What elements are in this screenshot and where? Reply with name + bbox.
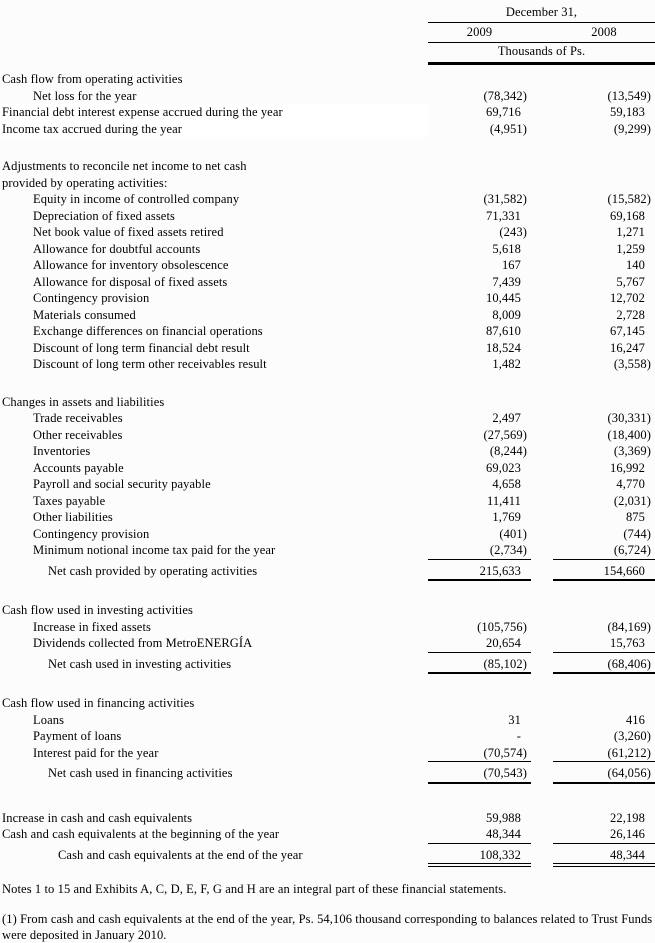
row-label: Accounts payable	[33, 460, 124, 475]
value-2008: (64,056)	[553, 765, 655, 784]
column-gap	[531, 191, 553, 208]
row-label: Financial debt interest expense accrued during the year	[0, 104, 428, 121]
row-label: Discount of long term other receivables result	[33, 357, 267, 371]
section-heading: Adjustments to reconcile net income to net cash	[2, 159, 247, 173]
row-label: Loans	[33, 712, 65, 727]
row-label: Depreciation of fixed assets	[33, 208, 175, 223]
value-2009: (243)	[499, 225, 527, 239]
column-header-2008: 2008	[591, 25, 617, 39]
section-heading-row	[0, 602, 655, 619]
statement-row	[0, 191, 655, 208]
statement-row	[0, 745, 655, 763]
row-label: Allowance for disposal of fixed assets	[33, 274, 228, 289]
value-2009: 87,610	[486, 324, 521, 338]
value-2008: 16,992	[610, 460, 645, 475]
column-gap	[531, 826, 553, 844]
footnotes	[0, 881, 655, 943]
value-2008: 1,271	[616, 225, 645, 239]
column-gap	[531, 307, 553, 324]
column-gap	[531, 728, 553, 745]
value-2009: 2,497	[492, 411, 521, 425]
row-label: Inventories	[33, 444, 91, 458]
value-2008: 12,702	[610, 291, 645, 305]
value-2009: 71,331	[486, 208, 521, 223]
value-2008: 59,183	[610, 105, 645, 119]
value-2009: 48,344	[428, 826, 531, 844]
statement-row	[0, 712, 655, 729]
section-heading: Cash flow used in financing activities	[2, 696, 195, 710]
value-2008: 26,146	[553, 826, 655, 844]
statement-section	[0, 394, 655, 582]
column-gap	[531, 745, 553, 763]
statement-row	[0, 274, 655, 291]
value-2008: (3,260)	[613, 729, 651, 743]
value-2009: 108,332	[428, 847, 531, 868]
statement-row	[0, 208, 655, 225]
table-header	[428, 4, 655, 65]
statement-section	[0, 158, 655, 373]
row-label: Net loss for the year	[33, 88, 137, 103]
column-gap	[531, 410, 553, 427]
row-label: Contingency provision	[33, 526, 150, 541]
section-heading: provided by operating activities:	[2, 175, 168, 190]
value-2009: (2,734)	[428, 542, 531, 560]
statement-row	[0, 476, 655, 493]
value-2009: (70,574)	[428, 745, 531, 763]
header-year-row	[428, 24, 655, 41]
value-2008: (18,400)	[607, 427, 651, 442]
column-gap	[531, 476, 553, 493]
column-gap	[531, 88, 553, 105]
row-label: Increase in cash and cash equivalents	[2, 810, 193, 825]
value-2008: 15,763	[553, 635, 655, 653]
column-gap	[531, 526, 553, 543]
value-2009: 10,445	[486, 291, 521, 305]
statement-row	[0, 257, 655, 274]
row-label: Net cash used in financing activities	[48, 766, 233, 780]
statement-section	[0, 602, 655, 674]
value-2009: 31	[508, 712, 521, 727]
row-label: Net cash used in investing activities	[48, 656, 232, 671]
total-row	[0, 765, 655, 784]
value-2008: (2,031)	[613, 493, 651, 508]
statement-body	[0, 71, 655, 867]
section-heading-row	[0, 175, 655, 192]
statement-section	[0, 695, 655, 784]
statement-row	[0, 526, 655, 543]
row-label: Net book value of fixed assets retired	[33, 225, 224, 239]
statement-row	[0, 224, 655, 241]
value-2009: (85,102)	[428, 656, 531, 675]
row-label: Minimum notional income tax paid for the year	[33, 543, 276, 557]
value-2009: 11,411	[486, 493, 521, 508]
column-gap	[531, 208, 553, 225]
value-2008: (3,369)	[613, 444, 651, 458]
column-gap	[531, 810, 553, 827]
value-2009: 215,633	[428, 563, 531, 582]
column-gap	[531, 493, 553, 510]
section-heading-row	[0, 695, 655, 712]
column-gap	[531, 509, 553, 526]
integral-note: Notes 1 to 15 and Exhibits A, C, D, E, F, G and H are an integral part of these financial statements.	[2, 882, 507, 896]
column-gap	[531, 712, 553, 729]
value-2008: (30,331)	[607, 411, 651, 425]
row-label: Net cash provided by operating activities	[48, 563, 258, 578]
value-2009: 1,482	[492, 357, 521, 371]
header-divider-top	[428, 22, 655, 23]
row-label: Interest paid for the year	[33, 745, 159, 760]
column-gap	[531, 224, 553, 241]
statement-row	[0, 88, 655, 105]
value-2008: (9,299)	[613, 121, 651, 136]
statement-row	[0, 307, 655, 324]
value-2009: 18,524	[486, 340, 521, 355]
row-label: Trade receivables	[33, 411, 123, 425]
value-2008: 16,247	[610, 340, 645, 355]
statement-row	[0, 443, 655, 460]
statement-row	[0, 290, 655, 307]
value-2009: 69,023	[486, 460, 521, 475]
row-label: Cash and cash equivalents at the end of the year	[58, 847, 303, 862]
column-gap	[531, 460, 553, 477]
value-2008: 1,259	[616, 241, 645, 256]
value-2008: 154,660	[553, 563, 655, 582]
section-heading: Changes in assets and liabilities	[2, 394, 165, 409]
total-row	[0, 847, 655, 868]
column-gap	[531, 121, 553, 138]
row-label: Cash and cash equivalents at the beginning of the year	[2, 827, 280, 841]
statement-row	[0, 826, 655, 844]
statement-row	[0, 427, 655, 444]
header-date-label: December 31,	[505, 5, 578, 19]
total-row	[0, 563, 655, 582]
footnote-1: (1) From cash and cash equivalents at the end of the year, Ps. 54,106 thousand corresponding to balances related to Trust Funds were deposited in January 2010.	[2, 912, 653, 942]
section-heading: Cash flow from operating activities	[2, 72, 183, 86]
header-divider-thick	[428, 62, 655, 65]
value-2009: (8,244)	[489, 444, 527, 458]
column-gap	[531, 257, 553, 274]
value-2008: 875	[625, 510, 645, 524]
column-gap	[531, 24, 553, 41]
statement-row	[0, 121, 655, 138]
row-label: Exchange differences on financial operations	[33, 324, 263, 338]
value-2008: (84,169)	[607, 619, 651, 634]
statement-row	[0, 241, 655, 258]
section-heading: Cash flow used in investing activities	[2, 603, 193, 617]
value-2009: (31,582)	[483, 192, 527, 206]
statement-row	[0, 460, 655, 477]
statement-row	[0, 509, 655, 526]
statement-row	[0, 323, 655, 340]
statement-row	[0, 619, 655, 636]
statement-section	[0, 810, 655, 868]
statement-row	[0, 542, 655, 560]
value-2009: (401)	[499, 526, 527, 541]
row-label: Taxes payable	[33, 493, 106, 508]
value-2008: 67,145	[610, 324, 645, 338]
value-2009: 59,988	[486, 810, 521, 825]
total-row	[0, 656, 655, 675]
value-2009: (105,756)	[477, 619, 527, 634]
row-label: Payroll and social security payable	[33, 477, 211, 491]
row-label: Discount of long term financial debt result	[33, 340, 250, 355]
column-gap	[531, 542, 553, 560]
row-label: Allowance for inventory obsolescence	[33, 258, 229, 272]
column-gap	[531, 427, 553, 444]
section-heading-row	[0, 394, 655, 411]
row-label: Other liabilities	[33, 510, 113, 524]
column-gap	[531, 356, 553, 373]
statement-section	[0, 71, 655, 137]
value-2008: 22,198	[610, 810, 645, 825]
statement-row	[0, 356, 655, 373]
value-2008: (68,406)	[553, 656, 655, 675]
column-gap	[531, 619, 553, 636]
statement-row	[0, 728, 655, 745]
row-label: Payment of loans	[33, 729, 122, 743]
section-heading-row	[0, 71, 655, 88]
statement-row	[0, 635, 655, 653]
header-units-label: Thousands of Ps.	[497, 44, 586, 58]
statement-row	[0, 810, 655, 827]
value-2009: 1,769	[492, 510, 521, 524]
value-2008: (13,549)	[607, 88, 651, 103]
row-label: Equity in income of controlled company	[33, 192, 240, 206]
column-gap	[531, 290, 553, 307]
value-2008: (744)	[623, 526, 651, 541]
column-header-2009: 2009	[466, 25, 493, 39]
value-2008: (15,582)	[607, 192, 651, 206]
value-2008: (61,212)	[553, 745, 655, 763]
statement-row	[0, 493, 655, 510]
value-2009: 8,009	[492, 307, 521, 322]
statement-row	[0, 340, 655, 357]
value-2008: 416	[625, 712, 645, 727]
row-label: Contingency provision	[33, 291, 150, 305]
column-gap	[531, 443, 553, 460]
value-2009: (4,951)	[489, 121, 527, 136]
row-label: Allowance for doubtful accounts	[33, 241, 201, 256]
value-2008: (3,558)	[613, 357, 651, 371]
value-2008: 2,728	[616, 307, 645, 322]
value-2009: 7,439	[492, 274, 521, 289]
value-2008: 48,344	[553, 847, 655, 868]
column-gap	[531, 274, 553, 291]
row-label: Income tax accrued during the year	[0, 121, 428, 138]
value-2009: (78,342)	[483, 88, 527, 103]
column-gap	[531, 104, 553, 121]
value-2008: (6,724)	[553, 542, 655, 560]
value-2008: 5,767	[616, 274, 645, 289]
value-2009: (70,543)	[428, 765, 531, 784]
value-2009: (27,569)	[483, 427, 527, 442]
value-2009: -	[516, 729, 521, 743]
row-label: Dividends collected from MetroENERGÍA	[33, 636, 253, 650]
column-gap	[531, 765, 553, 784]
row-label: Materials consumed	[33, 307, 136, 322]
statement-row	[0, 104, 655, 121]
value-2009: 4,658	[492, 477, 521, 491]
column-gap	[531, 340, 553, 357]
value-2009: 5,618	[492, 241, 521, 256]
column-gap	[531, 563, 553, 582]
statement-row	[0, 410, 655, 427]
row-label: Other receivables	[33, 427, 123, 442]
column-gap	[531, 635, 553, 653]
value-2009: 20,654	[428, 635, 531, 653]
column-gap	[531, 847, 553, 868]
value-2008: 140	[625, 258, 645, 272]
row-label: Increase in fixed assets	[33, 619, 151, 634]
value-2009: 69,716	[486, 105, 521, 119]
column-gap	[531, 323, 553, 340]
section-heading-row	[0, 158, 655, 175]
value-2008: 69,168	[610, 208, 645, 223]
column-gap	[531, 241, 553, 258]
value-2009: 167	[501, 258, 521, 272]
column-gap	[531, 656, 553, 675]
value-2008: 4,770	[616, 477, 645, 491]
